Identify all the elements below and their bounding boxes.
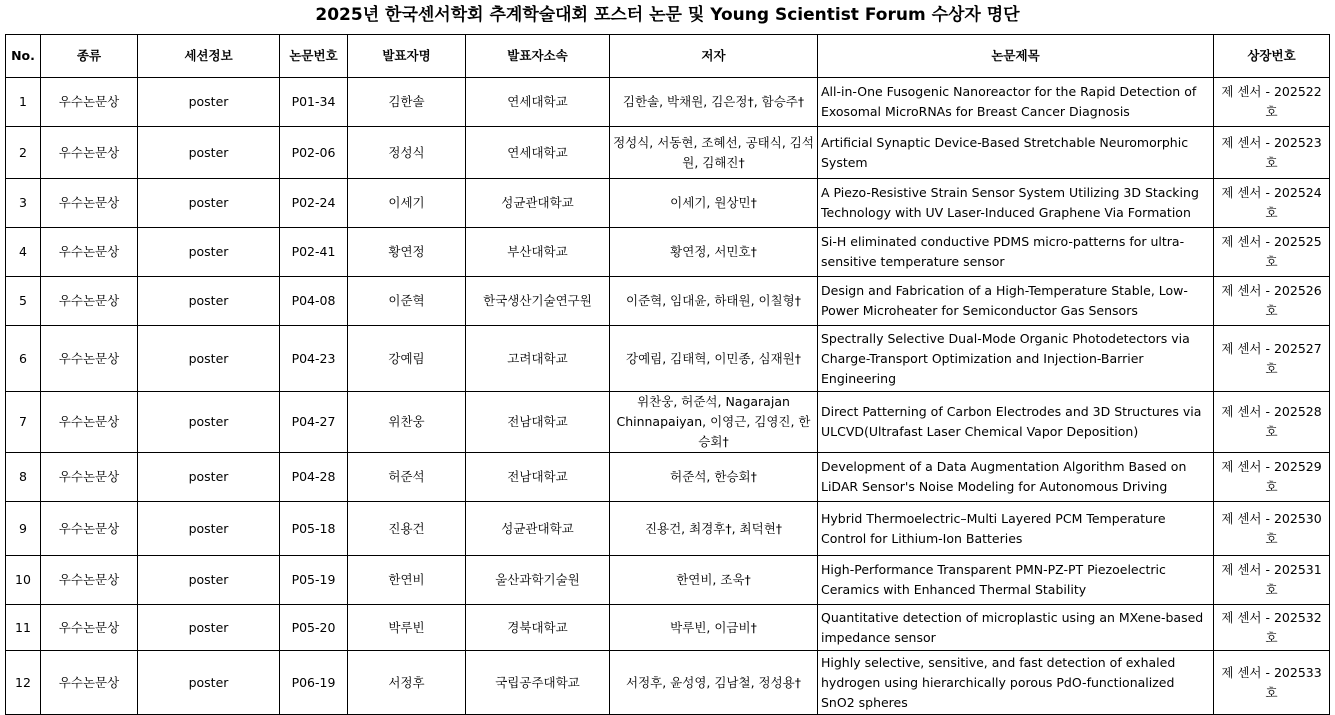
header-authors: 저자 bbox=[610, 35, 818, 78]
cell-session: poster bbox=[138, 127, 280, 179]
awards-table bbox=[5, 34, 1330, 715]
cell-paper-title: Artificial Synaptic Device-Based Stretchable Neuromorphic System bbox=[818, 127, 1214, 179]
cell-affiliation: 부산대학교 bbox=[466, 228, 610, 277]
cell-paper-no: P04-28 bbox=[280, 453, 348, 502]
table-row bbox=[6, 127, 1330, 179]
cell-session: poster bbox=[138, 78, 280, 127]
cell-no: 4 bbox=[6, 228, 41, 277]
cell-no: 9 bbox=[6, 502, 41, 556]
cell-award-no: 제 센서 - 202524 호 bbox=[1214, 179, 1330, 228]
cell-authors: 김한솔, 박채원, 김은정†, 함승주† bbox=[610, 78, 818, 127]
cell-authors: 강예림, 김태혁, 이민종, 심재원† bbox=[610, 326, 818, 392]
cell-presenter: 김한솔 bbox=[348, 78, 466, 127]
cell-paper-no: P06-19 bbox=[280, 651, 348, 715]
table-row bbox=[6, 392, 1330, 453]
cell-presenter: 박루빈 bbox=[348, 605, 466, 651]
cell-type: 우수논문상 bbox=[41, 228, 138, 277]
cell-paper-no: P04-27 bbox=[280, 392, 348, 453]
header-no: No. bbox=[6, 35, 41, 78]
cell-affiliation: 울산과학기술원 bbox=[466, 556, 610, 605]
cell-presenter: 진용건 bbox=[348, 502, 466, 556]
cell-affiliation: 전남대학교 bbox=[466, 392, 610, 453]
cell-paper-no: P01-34 bbox=[280, 78, 348, 127]
cell-affiliation: 경북대학교 bbox=[466, 605, 610, 651]
cell-affiliation: 국립공주대학교 bbox=[466, 651, 610, 715]
cell-type: 우수논문상 bbox=[41, 78, 138, 127]
cell-award-no: 제 센서 - 202525 호 bbox=[1214, 228, 1330, 277]
table-row bbox=[6, 277, 1330, 326]
table-row bbox=[6, 78, 1330, 127]
cell-presenter: 서정후 bbox=[348, 651, 466, 715]
cell-affiliation: 한국생산기술연구원 bbox=[466, 277, 610, 326]
cell-session: poster bbox=[138, 326, 280, 392]
cell-type: 우수논문상 bbox=[41, 605, 138, 651]
cell-award-no: 제 센서 - 202533 호 bbox=[1214, 651, 1330, 715]
cell-paper-no: P02-06 bbox=[280, 127, 348, 179]
cell-session: poster bbox=[138, 179, 280, 228]
cell-presenter: 이세기 bbox=[348, 179, 466, 228]
header-paper-title: 논문제목 bbox=[818, 35, 1214, 78]
cell-session: poster bbox=[138, 651, 280, 715]
cell-award-no: 제 센서 - 202530 호 bbox=[1214, 502, 1330, 556]
cell-paper-title: Design and Fabrication of a High-Temperature Stable, Low-Power Microheater for Semiconductor Gas Sensors bbox=[818, 277, 1214, 326]
header-presenter: 발표자명 bbox=[348, 35, 466, 78]
cell-paper-no: P05-18 bbox=[280, 502, 348, 556]
cell-no: 7 bbox=[6, 392, 41, 453]
cell-paper-title: Quantitative detection of microplastic using an MXene-based impedance sensor bbox=[818, 605, 1214, 651]
cell-affiliation: 성균관대학교 bbox=[466, 179, 610, 228]
cell-affiliation: 전남대학교 bbox=[466, 453, 610, 502]
header-paper-no: 논문번호 bbox=[280, 35, 348, 78]
cell-authors: 이세기, 원상민† bbox=[610, 179, 818, 228]
cell-authors: 서정후, 윤성영, 김남철, 정성용† bbox=[610, 651, 818, 715]
cell-paper-title: Development of a Data Augmentation Algorithm Based on LiDAR Sensor's Noise Modeling for Autonomous Driving bbox=[818, 453, 1214, 502]
cell-paper-title: Highly selective, sensitive, and fast detection of exhaled hydrogen using hierarchically porous PdO-functionalized SnO2 spheres bbox=[818, 651, 1214, 715]
table-row bbox=[6, 556, 1330, 605]
cell-authors: 한연비, 조욱† bbox=[610, 556, 818, 605]
cell-type: 우수논문상 bbox=[41, 651, 138, 715]
cell-no: 8 bbox=[6, 453, 41, 502]
cell-no: 11 bbox=[6, 605, 41, 651]
cell-paper-title: Si-H eliminated conductive PDMS micro-patterns for ultra-sensitive temperature sensor bbox=[818, 228, 1214, 277]
cell-no: 10 bbox=[6, 556, 41, 605]
cell-award-no: 제 센서 - 202527 호 bbox=[1214, 326, 1330, 392]
cell-type: 우수논문상 bbox=[41, 127, 138, 179]
table-row bbox=[6, 502, 1330, 556]
cell-type: 우수논문상 bbox=[41, 326, 138, 392]
header-affiliation: 발표자소속 bbox=[466, 35, 610, 78]
cell-award-no: 제 센서 - 202529 호 bbox=[1214, 453, 1330, 502]
cell-authors: 황연정, 서민호† bbox=[610, 228, 818, 277]
cell-type: 우수논문상 bbox=[41, 392, 138, 453]
cell-paper-no: P05-19 bbox=[280, 556, 348, 605]
cell-paper-title: Direct Patterning of Carbon Electrodes and 3D Structures via ULCVD(Ultrafast Laser Chemical Vapor Deposition) bbox=[818, 392, 1214, 453]
cell-presenter: 황연정 bbox=[348, 228, 466, 277]
cell-type: 우수논문상 bbox=[41, 556, 138, 605]
table-row bbox=[6, 228, 1330, 277]
cell-no: 5 bbox=[6, 277, 41, 326]
cell-authors: 진용건, 최경후†, 최덕현† bbox=[610, 502, 818, 556]
cell-session: poster bbox=[138, 228, 280, 277]
table-row bbox=[6, 326, 1330, 392]
table-row bbox=[6, 605, 1330, 651]
cell-paper-no: P02-24 bbox=[280, 179, 348, 228]
cell-session: poster bbox=[138, 453, 280, 502]
cell-award-no: 제 센서 - 202522 호 bbox=[1214, 78, 1330, 127]
cell-authors: 박루빈, 이금비† bbox=[610, 605, 818, 651]
header-award-no: 상장번호 bbox=[1214, 35, 1330, 78]
cell-session: poster bbox=[138, 605, 280, 651]
cell-authors: 정성식, 서동현, 조혜선, 공태식, 김석원, 김해진† bbox=[610, 127, 818, 179]
cell-paper-title: High-Performance Transparent PMN-PZ-PT Piezoelectric Ceramics with Enhanced Thermal Stability bbox=[818, 556, 1214, 605]
cell-type: 우수논문상 bbox=[41, 453, 138, 502]
cell-paper-no: P04-23 bbox=[280, 326, 348, 392]
cell-paper-title: Hybrid Thermoelectric–Multi Layered PCM Temperature Control for Lithium-Ion Batteries bbox=[818, 502, 1214, 556]
cell-paper-title: A Piezo-Resistive Strain Sensor System Utilizing 3D Stacking Technology with UV Laser-Induced Graphene Via Formation bbox=[818, 179, 1214, 228]
cell-presenter: 한연비 bbox=[348, 556, 466, 605]
cell-affiliation: 성균관대학교 bbox=[466, 502, 610, 556]
cell-session: poster bbox=[138, 502, 280, 556]
cell-presenter: 위찬웅 bbox=[348, 392, 466, 453]
cell-paper-title: Spectrally Selective Dual-Mode Organic Photodetectors via Charge-Transport Optimization and Injection-Barrier Engineering bbox=[818, 326, 1214, 392]
cell-affiliation: 연세대학교 bbox=[466, 78, 610, 127]
table-row bbox=[6, 179, 1330, 228]
cell-no: 6 bbox=[6, 326, 41, 392]
header-row bbox=[6, 35, 1330, 78]
cell-presenter: 정성식 bbox=[348, 127, 466, 179]
cell-authors: 이준혁, 임대윤, 하태원, 이칠형† bbox=[610, 277, 818, 326]
header-session: 세션정보 bbox=[138, 35, 280, 78]
cell-award-no: 제 센서 - 202532 호 bbox=[1214, 605, 1330, 651]
cell-presenter: 허준석 bbox=[348, 453, 466, 502]
cell-no: 3 bbox=[6, 179, 41, 228]
cell-paper-no: P05-20 bbox=[280, 605, 348, 651]
cell-authors: 허준석, 한승회† bbox=[610, 453, 818, 502]
cell-no: 1 bbox=[6, 78, 41, 127]
cell-session: poster bbox=[138, 556, 280, 605]
cell-affiliation: 고려대학교 bbox=[466, 326, 610, 392]
cell-award-no: 제 센서 - 202526 호 bbox=[1214, 277, 1330, 326]
cell-award-no: 제 센서 - 202531 호 bbox=[1214, 556, 1330, 605]
cell-session: poster bbox=[138, 277, 280, 326]
cell-award-no: 제 센서 - 202523 호 bbox=[1214, 127, 1330, 179]
cell-authors: 위찬웅, 허준석, Nagarajan Chinnapaiyan, 이영근, 김영진, 한승회† bbox=[610, 392, 818, 453]
cell-type: 우수논문상 bbox=[41, 277, 138, 326]
cell-type: 우수논문상 bbox=[41, 179, 138, 228]
cell-presenter: 강예림 bbox=[348, 326, 466, 392]
cell-no: 2 bbox=[6, 127, 41, 179]
cell-presenter: 이준혁 bbox=[348, 277, 466, 326]
cell-no: 12 bbox=[6, 651, 41, 715]
cell-paper-no: P02-41 bbox=[280, 228, 348, 277]
table-row bbox=[6, 651, 1330, 715]
header-type: 종류 bbox=[41, 35, 138, 78]
table-row bbox=[6, 453, 1330, 502]
cell-paper-no: P04-08 bbox=[280, 277, 348, 326]
cell-paper-title: All-in-One Fusogenic Nanoreactor for the Rapid Detection of Exosomal MicroRNAs for Breast Cancer Diagnosis bbox=[818, 78, 1214, 127]
cell-type: 우수논문상 bbox=[41, 502, 138, 556]
cell-award-no: 제 센서 - 202528 호 bbox=[1214, 392, 1330, 453]
document-title: 2025년 한국센서학회 추계학술대회 포스터 논문 및 Young Scientist Forum 수상자 명단 bbox=[315, 5, 1020, 25]
cell-session: poster bbox=[138, 392, 280, 453]
cell-affiliation: 연세대학교 bbox=[466, 127, 610, 179]
